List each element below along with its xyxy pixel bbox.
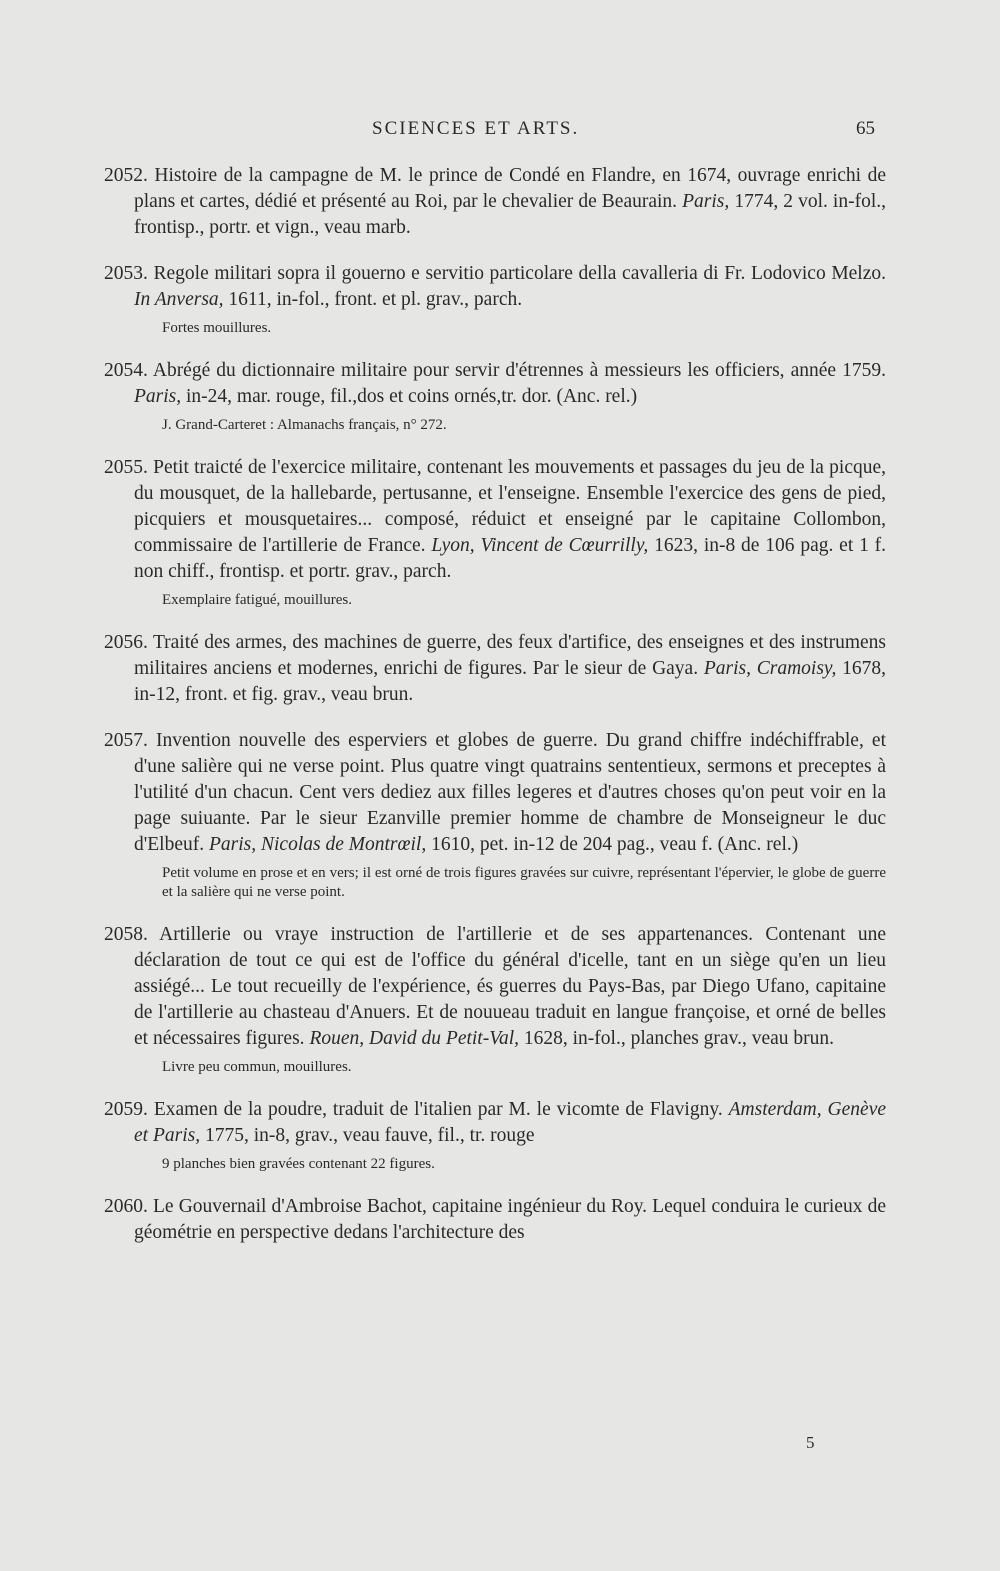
page-number: 65 xyxy=(856,118,875,139)
entry-imprint-place: Rouen, David du Petit-Val, xyxy=(309,1028,520,1049)
entry-number: 2060. xyxy=(104,1196,148,1217)
catalogue-entry xyxy=(104,1097,887,1149)
catalogue-entry xyxy=(104,1194,886,1246)
catalogue-entry xyxy=(104,163,887,241)
entry-number: 2058. xyxy=(104,924,148,945)
catalogue-entry xyxy=(104,630,886,708)
entry-imprint-details: in-24, mar. rouge, fil.,dos et coins ornés,tr. dor. (Anc. rel.) xyxy=(186,386,638,407)
entry-imprint-details: 1610, pet. in-12 de 204 pag., veau f. (Anc. rel.) xyxy=(431,834,799,855)
entry-number: 2056. xyxy=(104,632,148,653)
entry-text: Abrégé du dictionnaire militaire pour servir d'étrennes à messieurs les officiers, année 1759. xyxy=(152,360,886,381)
catalogue-entries xyxy=(104,163,887,1246)
entry-text: Petit traicté de l'exercice militaire, contenant les mouvements et passages du jeu de la picque, du mousquet, de la hallebarde, pertusanne, et l'enseigne. Ensemble l'exercice des gens de pied, picquiers et mousquetaires... composé, réduict et enseigné par le capitaine Collombon, commissaire de l'artillerie de France. xyxy=(134,457,887,556)
entry-number: 2059. xyxy=(104,1099,148,1120)
catalogue-entry xyxy=(104,358,886,410)
catalogue-entry xyxy=(104,728,886,858)
entry-imprint-details: 1678, in-12, front. et fig. grav., veau brun. xyxy=(134,658,886,705)
entry-text: Invention nouvelle des esperviers et globes de guerre. Du grand chiffre indéchiffrable, et d'une salière qui ne verse point. Plus quatre vingt quatrains sententieux, sermons et preceptes à l'utilité d'un chacun. Cent vers dediez aux filles legeres et d'autres choses qu'on peut voir en la page suiuante. Par le sieur Ezanville premier homme de chambre de Monseigneur le duc d'Elbeuf. xyxy=(134,730,886,855)
catalogue-entry xyxy=(104,922,886,1052)
entry-imprint-details: 1775, in-8, grav., veau fauve, fil., tr. rouge xyxy=(204,1125,535,1146)
entry-number: 2053. xyxy=(104,263,148,284)
entry-imprint-place: Lyon, Vincent de Cœurrilly, xyxy=(431,535,649,556)
entry-imprint-place: Paris, Nicolas de Montrœil, xyxy=(209,834,427,855)
entry-imprint-details: 1623, in-8 de 106 pag. et 1 f. non chiff., frontisp. et portr. grav., parch. xyxy=(134,535,887,582)
entry-text: Examen de la poudre, traduit de l'italien par M. le vicomte de Flavigny. xyxy=(153,1099,723,1120)
entry-note: Livre peu commun, mouillures. xyxy=(162,1059,352,1075)
entry-number: 2054. xyxy=(104,360,148,381)
entry-note: 9 planches bien gravées contenant 22 figures. xyxy=(162,1156,435,1172)
running-header: SCIENCES ET ARTS. xyxy=(372,118,580,139)
catalogue-entry xyxy=(104,261,887,313)
entry-number: 2057. xyxy=(104,730,148,751)
entry-note: Petit volume en prose et en vers; il est orné de trois figures gravées sur cuivre, représentant l'épervier, le globe de guerre et la salière qui ne verse point. xyxy=(162,865,886,900)
entry-note: J. Grand-Carteret : Almanachs français, n° 272. xyxy=(162,417,447,433)
entry-text: Histoire de la campagne de M. le prince de Condé en Flandre, en 1674, ouvrage enrichi de plans et cartes, dédié et présenté au Roi, par le chevalier de Beaurain. xyxy=(134,165,887,212)
entry-number: 2055. xyxy=(104,457,148,478)
entry-text: Regole militari sopra il gouerno e servitio particolare della cavalleria di Fr. Lodovico Melzo. xyxy=(153,263,887,284)
entry-note: Fortes mouillures. xyxy=(162,320,272,336)
entry-imprint-place: Paris, xyxy=(682,191,730,212)
entry-imprint-place: Amsterdam, Genève et Paris, xyxy=(134,1099,887,1146)
entry-imprint-place: In Anversa, xyxy=(134,289,224,310)
catalogue-entry xyxy=(104,455,887,585)
entry-imprint-details: 1628, in-fol., planches grav., veau brun. xyxy=(523,1028,834,1049)
entry-text: Le Gouvernail d'Ambroise Bachot, capitaine ingénieur du Roy. Lequel conduira le curieux de géométrie en perspective dedans l'architecture des xyxy=(134,1196,886,1243)
entry-note: Exemplaire fatigué, mouillures. xyxy=(162,592,352,608)
entry-imprint-place: Paris, xyxy=(134,386,182,407)
entry-number: 2052. xyxy=(104,165,148,186)
entry-imprint-place: Paris, Cramoisy, xyxy=(703,658,837,679)
entry-text: Traité des armes, des machines de guerre, des feux d'artifice, des enseignes et des instrumens militaires anciens et modernes, enrichi de figures. Par le sieur de Gaya. xyxy=(134,632,886,679)
entry-text: Artillerie ou vraye instruction de l'artillerie et de ses appartenances. Contenant une déclaration de tout ce qui est de l'office du général d'icelle, tant en un siège qu'en un lieu assiégé... Le tout recueilly de l'expérience, és guerres du Pays-Bas, par Diego Ufano, capitaine de l'artillerie au chasteau d'Anuers. Et de nouueau traduit en langue françoise, et orné de belles et nécessaires figures. xyxy=(134,924,886,1049)
signature-mark: 5 xyxy=(806,1433,815,1452)
entry-imprint-details: 1611, in-fol., front. et pl. grav., parch. xyxy=(228,289,523,310)
entry-imprint-details: 1774, 2 vol. in-fol., frontisp., portr. et vign., veau marb. xyxy=(134,191,886,238)
